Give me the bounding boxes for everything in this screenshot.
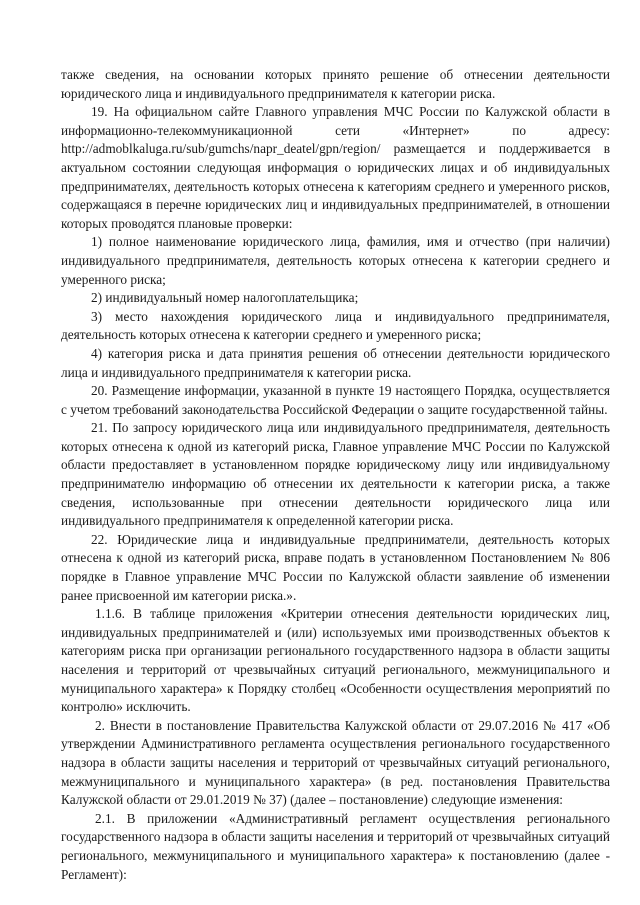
- paragraph-20: 20. Размещение информации, указанной в пункте 19 настоящего Порядка, осуществляется с учетом требований законодательства Российской Федерации о защите государственной тайны.: [61, 383, 610, 417]
- paragraph-21: 21. По запросу юридического лица или индивидуального предпринимателя, деятельность которых отнесена к одной из категорий риска, Главное управление МЧС России по Калужской области предоставляет в установленном порядке юридическому лицу или индивидуальному предпринимателю информацию об отнесении их деятельности к категории риска, а также сведения, использованные при отнесении деятельности юридического лица или индивидуального предпринимателя к определенной категории риска.: [61, 420, 610, 529]
- paragraph-22: 22. Юридические лица и индивидуальные предприниматели, деятельность которых отнесена к одной из категорий риска, вправе подать в установленном Постановлением № 806 порядке в Главное управление МЧС России по Калужской области заявление об изменении ранее присвоенной им категории риска.».: [61, 531, 610, 603]
- list-item-1: 1) полное наименование юридического лица, фамилия, имя и отчество (при наличии) индивидуального предпринимателя, деятельность которых отнесена к категории среднего и умеренного риска;: [61, 234, 610, 287]
- paragraph-2-1: 2.1. В приложении «Административный регламент осуществления регионального государственного надзора в области защиты населения и территорий от чрезвычайных ситуаций регионального, межмуниципального и муниципального характера» к постановлению (далее - Регламент):: [61, 810, 610, 882]
- paragraph-2: 2. Внести в постановление Правительства Калужской области от 29.07.2016 № 417 «Об утверждении Административного регламента осуществления регионального государственного надзора в области защиты населения и территорий от чрезвычайных ситуаций регионального, межмуниципального и муниципального характера» (в ред. постановления Правительства Калужской области от 29.01.2019 № 37) (далее – постановление) следующие изменения:: [61, 717, 610, 808]
- list-item-2: 2) индивидуальный номер налогоплательщика;: [91, 290, 359, 306]
- list-item-4: 4) категория риска и дата принятия решения об отнесении деятельности юридического лица и индивидуального предпринимателя к категории риска.: [61, 345, 610, 380]
- document-page: [61, 66, 610, 884]
- paragraph-1-1-6: 1.1.6. В таблице приложения «Критерии отнесения деятельности юридических лиц, индивидуальных предпринимателей и (или) используемых ими производственных объектов к категориям риска при организации регионального государственного надзора в области защиты населения и территорий от чрезвычайных ситуаций регионального, межмуниципального и муниципального характера» к Порядку столбец «Особенности осуществления мероприятий по контролю» исключить.: [61, 606, 610, 715]
- paragraph-continuation: также сведения, на основании которых принято решение об отнесении деятельности юридического лица и индивидуального предпринимателя к категории риска.: [61, 67, 610, 101]
- paragraph-19: 19. На официальном сайте Главного управления МЧС России по Калужской области в информационно-телекоммуникационной сети «Интернет» по адресу: http://admoblkaluga.ru/sub/gumchs/napr_deatel/gpn/region/ размещается и поддерживается в актуальном состоянии следующая информация о юридических лицах и об индивидуальных предпринимателях, деятельность которых отнесена к категориям среднего и умеренного рисков, содержащаяся в перечне юридических лиц и индивидуальных предпринимателей, в отношении которых проводятся плановые проверки:: [61, 104, 610, 231]
- list-item-3: 3) место нахождения юридического лица и индивидуального предпринимателя, деятельность которых отнесена к категории среднего и умеренного риска;: [61, 308, 610, 343]
